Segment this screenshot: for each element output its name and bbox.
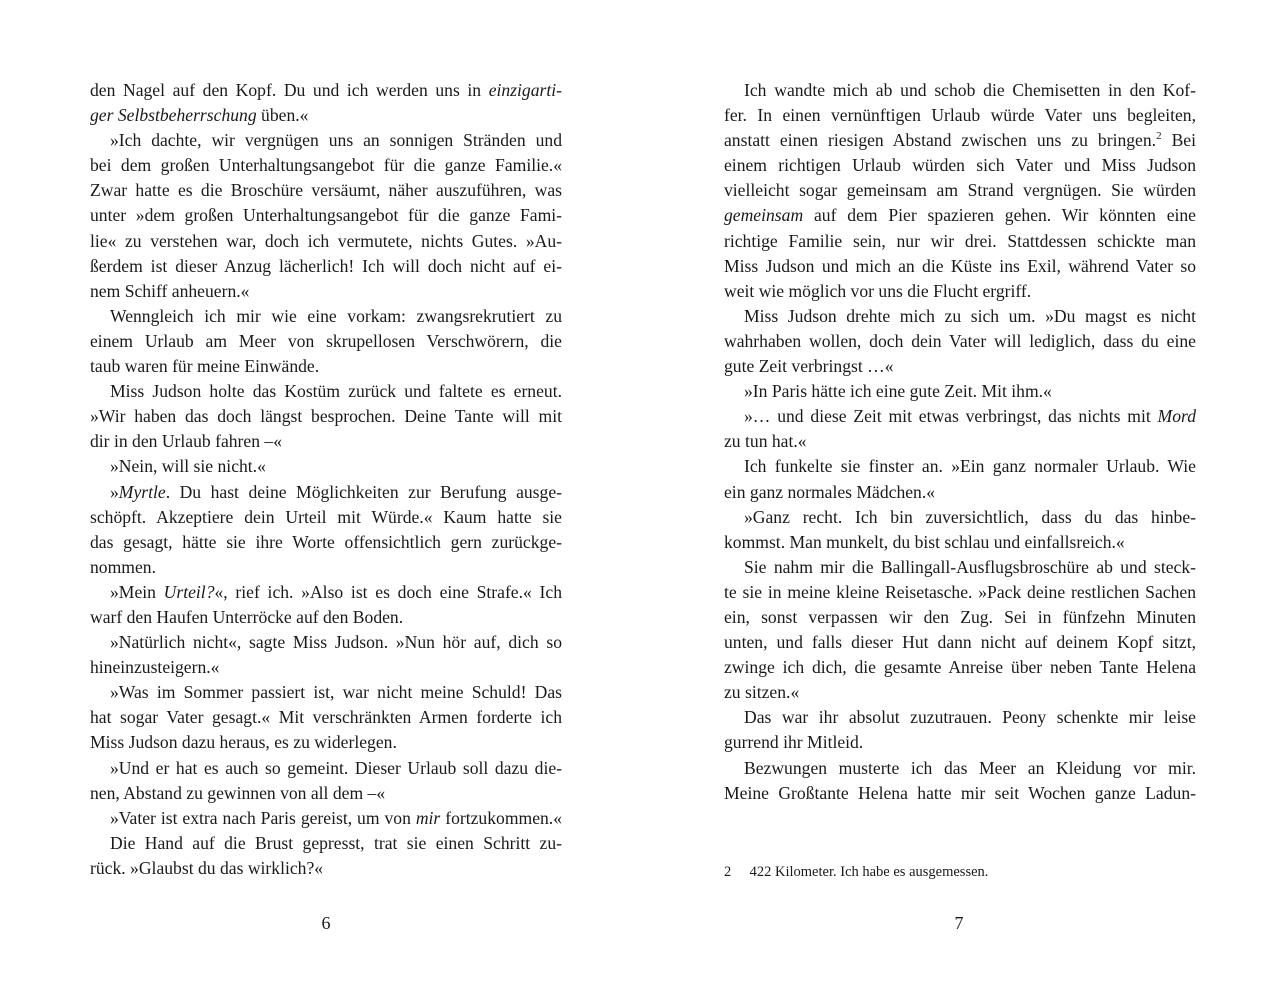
text-segment: hat sogar Vater gesagt.« Mit verschränkten Armen forderte ich [90, 707, 562, 728]
text-line [724, 580, 1196, 605]
text-line [90, 580, 562, 605]
text-line [90, 379, 562, 404]
text-line [724, 429, 1196, 454]
text-segment: Ich funkelte sie finster an. »Ein ganz normaler Urlaub. Wie [744, 456, 1196, 477]
text-line [90, 103, 562, 128]
text-segment: zwinge ich dich, die gesamte Anreise über neben Tante Helena [724, 657, 1196, 678]
italic-segment: ger Selbstbeherrschung [90, 105, 257, 126]
text-segment: bei dem großen Unterhaltungsangebot für die ganze Familie.« [90, 155, 562, 176]
text-line [90, 78, 562, 103]
text-segment: »Was im Sommer passiert ist, war nicht meine Schuld! Das [110, 682, 562, 703]
text-line [90, 454, 562, 479]
text-line [724, 103, 1196, 128]
text-line [90, 730, 562, 755]
text-segment: wahrhaben wollen, doch dein Vater will lediglich, dass du eine [724, 330, 1196, 351]
text-segment: . Du hast deine Möglichkeiten zur Berufung ausge- [165, 481, 562, 502]
italic-segment: einzigarti- [488, 80, 562, 100]
text-line [90, 128, 562, 153]
text-segment: ein, sonst verpassen wir den Zug. Sei in fünfzehn Minuten [724, 606, 1196, 627]
text-segment: »Natürlich nicht«, sagte Miss Judson. »Nun hör auf, dich so [110, 632, 562, 653]
text-segment: hineinzusteigern.« [90, 657, 220, 678]
text-segment: zu tun hat.« [724, 431, 807, 452]
text-line [724, 153, 1196, 178]
page-number-left: 6 [321, 913, 331, 933]
text-segment: Miss Judson und mich an die Küste ins Exil, während Vater so [724, 255, 1196, 276]
text-segment: »Nein, will sie nicht.« [110, 456, 266, 477]
text-segment: »Ich dachte, wir vergnügen uns an sonnigen Stränden und [110, 130, 562, 151]
page-number-right: 7 [954, 913, 964, 933]
text-line [724, 304, 1196, 329]
text-segment: fortzukommen.« [440, 807, 562, 828]
text-line [724, 254, 1196, 279]
text-segment: gute Zeit verbringst …« [724, 356, 894, 377]
text-line [724, 178, 1196, 203]
text-line [90, 605, 562, 630]
text-segment: unten, und falls dieser Hut dann nicht auf deinem Kopf sitzt, [724, 632, 1196, 653]
text-segment: Wenngleich ich mir wie eine vorkam: zwangsrekrutiert zu [110, 305, 562, 326]
text-segment: Bei [1161, 130, 1196, 151]
italic-segment: Myrtle [118, 481, 166, 502]
text-line [90, 429, 562, 454]
text-line [90, 530, 562, 555]
italic-segment: gemeinsam [724, 205, 804, 226]
text-segment: unter »dem großen Unterhaltungsangebot für die ganze Fami- [90, 205, 562, 226]
text-line [90, 781, 562, 806]
text-line [90, 354, 562, 379]
text-segment: anstatt einen riesigen Abstand zwischen uns zu bringen. [724, 130, 1157, 151]
text-segment: Ich wandte mich ab und schob die Chemisetten in den Kof- [744, 80, 1196, 100]
italic-segment: mir [415, 807, 441, 828]
text-segment: »Und er hat es auch so gemeint. Dieser Urlaub soll dazu die- [110, 757, 562, 778]
text-line [724, 279, 1196, 304]
text-segment: das gesagt, hätte sie ihre Worte offensichtlich gern zurückge- [90, 531, 562, 552]
text-segment: »… und diese Zeit mit etwas verbringst, das nichts mit [744, 406, 1158, 427]
text-line [724, 229, 1196, 254]
text-segment: lie« zu verstehen war, doch ich vermutete, nichts Gutes. »Au- [90, 230, 562, 251]
italic-segment: Mord [1157, 406, 1196, 427]
footnote-text: 422 Kilometer. Ich habe es ausgemessen. [749, 864, 989, 880]
text-segment: rück. »Glaubst du das wirklich?« [90, 857, 324, 878]
right-page-text [724, 78, 1196, 806]
text-line [724, 555, 1196, 580]
footnote-marker: 2 [1156, 130, 1162, 143]
text-line [724, 530, 1196, 555]
text-segment: »In Paris hätte ich eine gute Zeit. Mit ihm.« [744, 381, 1052, 402]
text-line [90, 505, 562, 530]
text-segment: »Wir haben das doch längst besprochen. Deine Tante will mit [90, 406, 562, 427]
footnote [724, 864, 988, 881]
text-segment: ein ganz normales Mädchen.« [724, 481, 936, 502]
text-segment: üben.« [256, 105, 309, 126]
text-line [90, 806, 562, 831]
text-segment: richtige Familie sein, nur wir drei. Stattdessen schickte man [724, 230, 1196, 251]
text-line [90, 279, 562, 304]
text-segment: nen, Abstand zu gewinnen von all dem –« [90, 782, 386, 803]
text-segment: dir in den Urlaub fahren –« [90, 431, 283, 452]
text-segment: Bezwungen musterte ich das Meer an Kleidung vor mir. [744, 757, 1196, 778]
text-line [724, 630, 1196, 655]
text-line [724, 756, 1196, 781]
text-line [724, 781, 1196, 806]
text-segment: gurrend ihr Mitleid. [724, 732, 864, 753]
text-segment: vielleicht sogar gemeinsam am Strand vergnügen. Sie würden [724, 180, 1196, 201]
text-segment: Meine Großtante Helena hatte mir seit Wochen ganze Ladun- [724, 782, 1196, 803]
text-segment: »Mein [110, 581, 164, 602]
text-line [90, 756, 562, 781]
text-line [90, 329, 562, 354]
text-segment: taub waren für meine Einwände. [90, 356, 320, 377]
text-line [724, 480, 1196, 505]
text-segment: Miss Judson holte das Kostüm zurück und faltete es erneut. [110, 381, 562, 402]
text-segment: auf dem Pier spazieren gehen. Wir könnten eine [803, 205, 1196, 226]
text-line [724, 730, 1196, 755]
text-line [724, 605, 1196, 630]
text-segment: einem Urlaub am Meer von skrupellosen Verschwörern, die [90, 330, 562, 351]
text-line [90, 655, 562, 680]
left-page-text [90, 78, 562, 881]
text-line [90, 229, 562, 254]
text-segment: Miss Judson dazu heraus, es zu widerlegen. [90, 732, 397, 753]
text-segment: «, rief ich. »Also ist es doch eine Strafe.« Ich [214, 581, 562, 602]
text-line [724, 329, 1196, 354]
text-line [724, 203, 1196, 228]
footnote-number: 2 [724, 864, 732, 880]
text-line [90, 304, 562, 329]
text-segment: »Vater ist extra nach Paris gereist, um von [110, 807, 416, 828]
text-segment: Miss Judson drehte mich zu sich um. »Du magst es nicht [744, 305, 1196, 326]
text-line [724, 78, 1196, 103]
text-line [724, 128, 1196, 153]
text-segment: schöpft. Akzeptiere dein Urteil mit Würde.« Kaum hatte sie [90, 506, 562, 527]
text-line [90, 831, 562, 856]
text-line [724, 454, 1196, 479]
text-line [90, 705, 562, 730]
text-line [90, 404, 562, 429]
text-segment: weit wie möglich vor uns die Flucht ergriff. [724, 280, 1032, 301]
text-line [90, 480, 562, 505]
text-line [724, 655, 1196, 680]
italic-segment: Urteil? [163, 581, 215, 602]
text-line [90, 856, 562, 881]
text-segment: Sie nahm mir die Ballingall-Ausflugsbroschüre ab und steck- [744, 556, 1196, 577]
text-line [724, 680, 1196, 705]
text-line [724, 505, 1196, 530]
text-segment: den Nagel auf den Kopf. Du und ich werden uns in [90, 80, 489, 100]
text-line [90, 680, 562, 705]
text-segment: fer. In einen vernünftigen Urlaub würde Vater uns begleiten, [724, 105, 1196, 126]
text-line [724, 354, 1196, 379]
text-line [90, 254, 562, 279]
text-segment: kommst. Man munkelt, du bist schlau und einfallsreich.« [724, 531, 1125, 552]
text-segment: Die Hand auf die Brust gepresst, trat sie einen Schritt zu- [110, 832, 562, 853]
text-segment: nommen. [90, 556, 156, 577]
text-line [90, 555, 562, 580]
text-segment: Zwar hatte es die Broschüre versäumt, näher auszuführen, was [90, 180, 562, 201]
text-line [724, 404, 1196, 429]
text-line [90, 630, 562, 655]
text-segment: Das war ihr absolut zuzutrauen. Peony schenkte mir leise [744, 707, 1196, 728]
text-segment: einem richtigen Urlaub würden sich Vater und Miss Judson [724, 155, 1196, 176]
text-segment: nem Schiff anheuern.« [90, 280, 250, 301]
text-line [724, 379, 1196, 404]
text-segment: »Ganz recht. Ich bin zuversichtlich, dass du das hinbe- [744, 506, 1196, 527]
text-segment: ßerdem ist dieser Anzug lächerlich! Ich will doch nicht auf ei- [90, 255, 562, 276]
text-line [90, 178, 562, 203]
text-segment: zu sitzen.« [724, 682, 800, 703]
text-line [90, 153, 562, 178]
text-segment: te sie in meine kleine Reisetasche. »Pack deine restlichen Sachen [724, 581, 1196, 602]
text-segment: » [110, 481, 119, 502]
text-line [90, 203, 562, 228]
text-segment: warf den Haufen Unterröcke auf den Boden. [90, 606, 404, 627]
text-line [724, 705, 1196, 730]
